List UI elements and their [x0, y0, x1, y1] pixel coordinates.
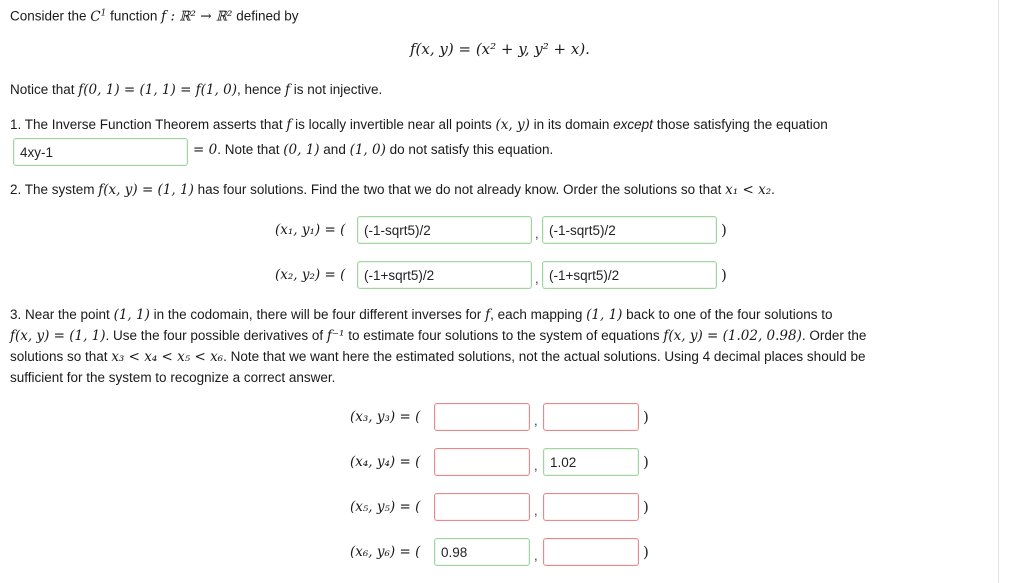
q3-prompt-line3: solutions so that x₃ < x₄ < x₅ < x₆. Note that we want here the estimated solutions, not the actual solutions. Using 4 decimal places should be — [10, 349, 866, 365]
function-definition: f(x, y) = (x² + y, y² + x). — [410, 40, 590, 58]
q2-row1-label: (x₁, y₁) = ( — [275, 222, 346, 238]
q2-x1-input[interactable] — [357, 216, 532, 244]
q3-row4-close: ) — [643, 453, 649, 471]
q3-row3-close: ) — [643, 408, 649, 426]
q1-after-text: = 0. Note that (0, 1) and (1, 0) do not satisfy this equation. — [193, 142, 554, 158]
q2-prompt: 2. The system f(x, y) = (1, 1) has four solutions. Find the two that we do not already know. Order the solutions so that x₁ < x₂. — [10, 182, 775, 198]
q2-x2-input[interactable] — [357, 261, 532, 289]
q3-row6-comma: , — [534, 548, 538, 563]
q3-x3-input[interactable] — [434, 403, 530, 431]
q2-y2-input[interactable] — [542, 261, 717, 289]
q3-y5-input[interactable] — [543, 493, 639, 521]
q3-row4-label: (x₄, y₄) = ( — [350, 454, 421, 470]
q3-row3-label: (x₃, y₃) = ( — [350, 409, 421, 425]
q3-row3-comma: , — [534, 413, 538, 428]
q3-x6-input[interactable] — [434, 538, 530, 566]
q3-y4-input[interactable] — [543, 448, 639, 476]
q2-row1-comma: , — [535, 226, 539, 241]
intro-line: Consider the $C^1$ function f : ℝ² → ℝ² defined by — [10, 8, 299, 25]
f-mapping: f : ℝ² → ℝ² — [161, 8, 233, 25]
q2-row2-close: ) — [721, 266, 727, 284]
q3-row6-label: (x₆, y₆) = ( — [350, 544, 421, 560]
q3-prompt-line4: sufficient for the system to recognize a correct answer. — [10, 370, 336, 385]
q3-prompt-line1: 3. Near the point (1, 1) in the codomain, there will be four different inverses for f, each mapping (1, 1) back to one of the four solutions to — [10, 307, 833, 323]
q3-y3-input[interactable] — [543, 403, 639, 431]
q2-y1-input[interactable] — [542, 216, 717, 244]
q2-row2-label: (x₂, y₂) = ( — [275, 267, 346, 283]
q3-row5-close: ) — [643, 498, 649, 516]
q1-equation-input[interactable] — [13, 138, 188, 166]
q3-y6-input[interactable] — [543, 538, 639, 566]
notice-math: f(0, 1) = (1, 1) = f(1, 0) — [78, 82, 237, 98]
q3-row5-label: (x₅, y₅) = ( — [350, 499, 421, 515]
q1-prompt: 1. The Inverse Function Theorem asserts that f is locally invertible near all points (x, y) in its domain except those satisfying the equation — [10, 117, 828, 133]
q3-row5-comma: , — [534, 503, 538, 518]
q2-row1-close: ) — [721, 221, 727, 239]
q3-row6-close: ) — [643, 543, 649, 561]
q3-prompt-line2: f(x, y) = (1, 1). Use the four possible derivatives of f⁻¹ to estimate four solutions to the system of equations f(x, y) = (1.02, 0.98). Order the — [10, 328, 867, 344]
q3-x5-input[interactable] — [434, 493, 530, 521]
intro-text: Consider the — [10, 8, 91, 24]
q2-row2-comma: , — [535, 271, 539, 286]
c1-symbol: $C^1$ — [90, 8, 107, 25]
notice-line: Notice that f(0, 1) = (1, 1) = f(1, 0), hence f is not injective. — [10, 82, 383, 98]
q3-x4-input[interactable] — [434, 448, 530, 476]
q3-row4-comma: , — [534, 458, 538, 473]
